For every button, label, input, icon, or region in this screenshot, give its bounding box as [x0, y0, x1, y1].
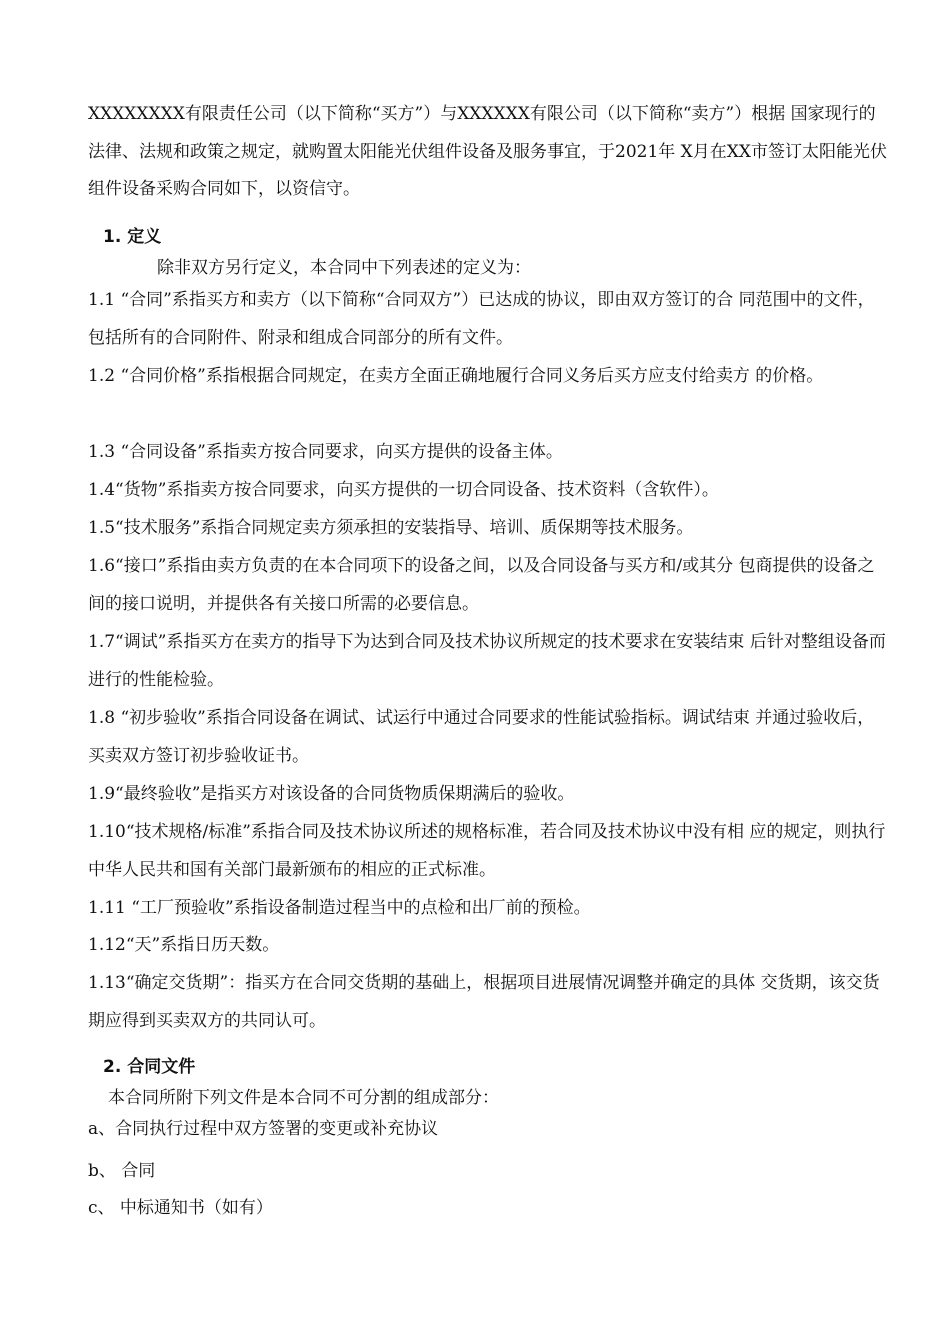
definition-1-12: 1.12“天”系指日历天数。: [88, 935, 280, 955]
definition-1-1: 1.1 “合同”系指买方和卖方（以下简称“合同双方”）已达成的协议，即由双方签订的合 同范围中的文件，包括所有的合同附件、附录和组成合同部分的所有文件。: [88, 290, 875, 348]
definition-1-6: 1.6“接口”系指由卖方负责的在本合同项下的设备之间，以及合同设备与买方和/或其分 包商提供的设备之间的接口说明，并提供各有关接口所需的必要信息。: [88, 556, 875, 614]
document-item-a: a、合同执行过程中双方签署的变更或补充协议: [88, 1119, 439, 1139]
definition-1-4: 1.4“货物”系指卖方按合同要求，向买方提供的一切合同设备、技术资料（含软件）。: [88, 480, 719, 500]
document-item-c: c、 中标通知书（如有）: [88, 1198, 273, 1218]
definition-1-5: 1.5“技术服务”系指合同规定卖方须承担的安装指导、培训、质保期等技术服务。: [88, 518, 694, 538]
definition-1-13: 1.13“确定交货期”：指买方在合同交货期的基础上，根据项目进展情况调整并确定的具体 交货期，该交货期应得到买卖双方的共同认可。: [88, 973, 880, 1031]
section-1-heading: 1. 定义: [103, 227, 162, 247]
section-1-lead: 除非双方另行定义，本合同中下列表述的定义为：: [157, 258, 531, 278]
definition-1-9: 1.9“最终验收”是指买方对该设备的合同货物质保期满后的验收。: [88, 784, 575, 804]
definition-1-7: 1.7“调试”系指买方在卖方的指导下为达到合同及技术协议所规定的技术要求在安装结束 后针对整组设备而进行的性能检验。: [88, 632, 886, 690]
definition-1-11: 1.11 “工厂预验收”系指设备制造过程当中的点检和出厂前的预检。: [88, 898, 591, 918]
definition-1-3: 1.3 “合同设备”系指卖方按合同要求，向买方提供的设备主体。: [88, 442, 563, 462]
definition-1-8: 1.8 “初步验收”系指合同设备在调试、试运行中通过合同要求的性能试验指标。调试结束 并通过验收后，买卖双方签订初步验收证书。: [88, 708, 875, 766]
document-item-b: b、 合同: [88, 1161, 156, 1181]
section-2-lead: 本合同所附下列文件是本合同不可分割的组成部分：: [108, 1088, 499, 1108]
intro-paragraph: XXXXXXXX有限责任公司（以下简称“买方”）与XXXXXX有限公司（以下简称“卖方”）根据 国家现行的法律、法规和政策之规定，就购置太阳能光伏组件设备及服务事宜，于2021年 X月在XX市签订太阳能光伏组件设备采购合同如下，以资信守。: [88, 104, 887, 199]
section-2-heading: 2. 合同文件: [103, 1057, 196, 1077]
definition-1-10: 1.10“技术规格/标准”系指合同及技术协议所述的规格标准，若合同及技术协议中没有相 应的规定，则执行中华人民共和国有关部门最新颁布的相应的正式标准。: [88, 822, 886, 880]
definition-1-2: 1.2 “合同价格”系指根据合同规定，在卖方全面正确地履行合同义务后买方应支付给卖方 的价格。: [88, 366, 824, 386]
